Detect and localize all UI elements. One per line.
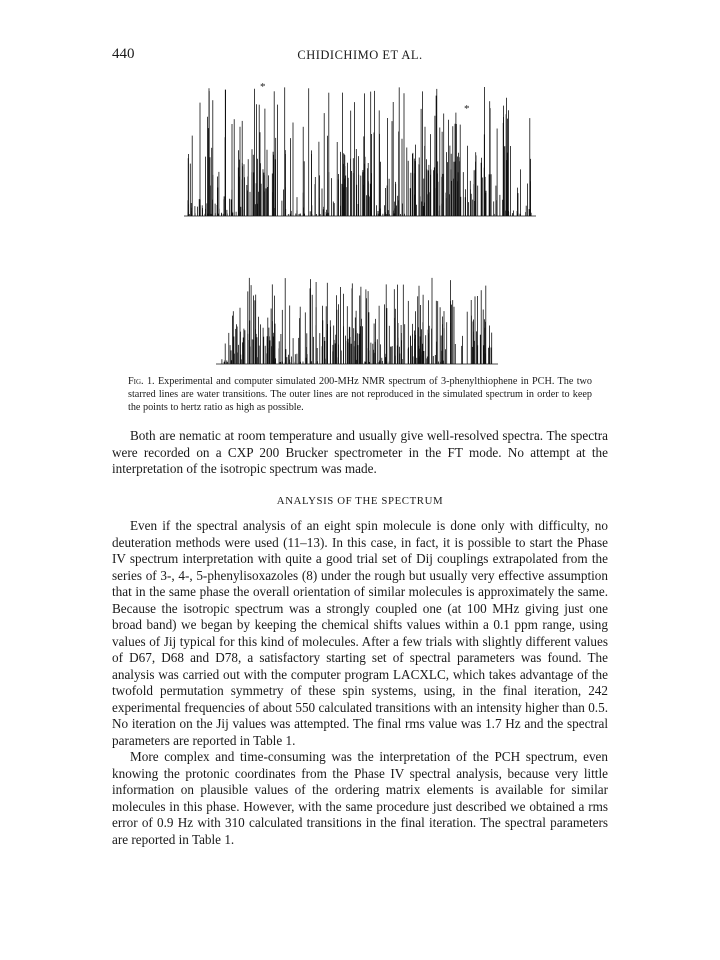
paragraph-analysis: Even if the spectral analysis of an eight spin molecule is done only with difficulty, no deuteration methods were used (11–13). In this case, in fact, it is possible to start the Phase IV spectrum interpretation with quite a good trial set of Dij couplings extrapolated from the series of 3-, 4-, 5-phenylisoxazoles (8) under the rough but usually very effective assumption that in the same phase the overall orientation of similar molecules is approximately the same. Because the isotropic spectrum was a strongly coupled one (at 100 MHz giving just one broad band) we began by keeping the chemical shifts values within a 0.1 ppm range, using values of Jij typical for this kind of molecules. After a few trials with slightly different values of D67, D68 and D78, a satisfactory starting set of spectral parameters was found. The analysis was carried out with the computer program LACXLC, which takes advantage of the twofold permutation symmetry of these spin systems, using, in the final iteration, 242 experimental frequencies of about 550 calculated transitions with an intensity higher than 0.5. No iteration on the Jij values was attempted. The final rms value was 1.7 Hz and the spectral parameters are reported in Table 1. [112, 518, 608, 748]
experimental-spectrum [180, 78, 540, 230]
paragraph-text: Both are nematic at room temperature and usually give well-resolved spectra. The spectra were recorded on a CXP 200 Brucker spectrometer in the FT mode. No attempt at the interpretation of the isotropic spectrum was made. [112, 428, 608, 476]
page-number: 440 [112, 46, 135, 62]
body-paragraph-1 [112, 428, 608, 478]
running-head: CHIDICHIMO ET AL. [297, 48, 423, 62]
paragraph-pch: More complex and time-consuming was the interpretation of the PCH spectrum, even knowing the protonic coordinates from the Phase IV spectral analysis, because very little information on plausible values of the ordering matrix elements is available for similar molecules in this phase. However, with the same procedure just described we obtained a rms error of 0.9 Hz with 310 calculated transitions in the final iteration. The spectral parameters are reported in Table 1. [112, 749, 608, 847]
figure-caption [128, 375, 592, 414]
simulated-spectrum [212, 268, 502, 368]
figure-caption-label: Fig. 1. [128, 376, 155, 387]
starred-line-marker-left: * [260, 81, 266, 93]
starred-line-marker-right: * [464, 103, 470, 115]
section-heading: ANALYSIS OF THE SPECTRUM [276, 495, 444, 507]
body-paragraphs [112, 518, 608, 848]
figure-caption-text: Experimental and computer simulated 200-MHz NMR spectrum of 3-phenylthiophene in PCH. The two starred lines are water transitions. The outer lines are not reproduced in the simulated spectrum in order to keep the points to hertz ratio as high as possible. [128, 376, 592, 413]
